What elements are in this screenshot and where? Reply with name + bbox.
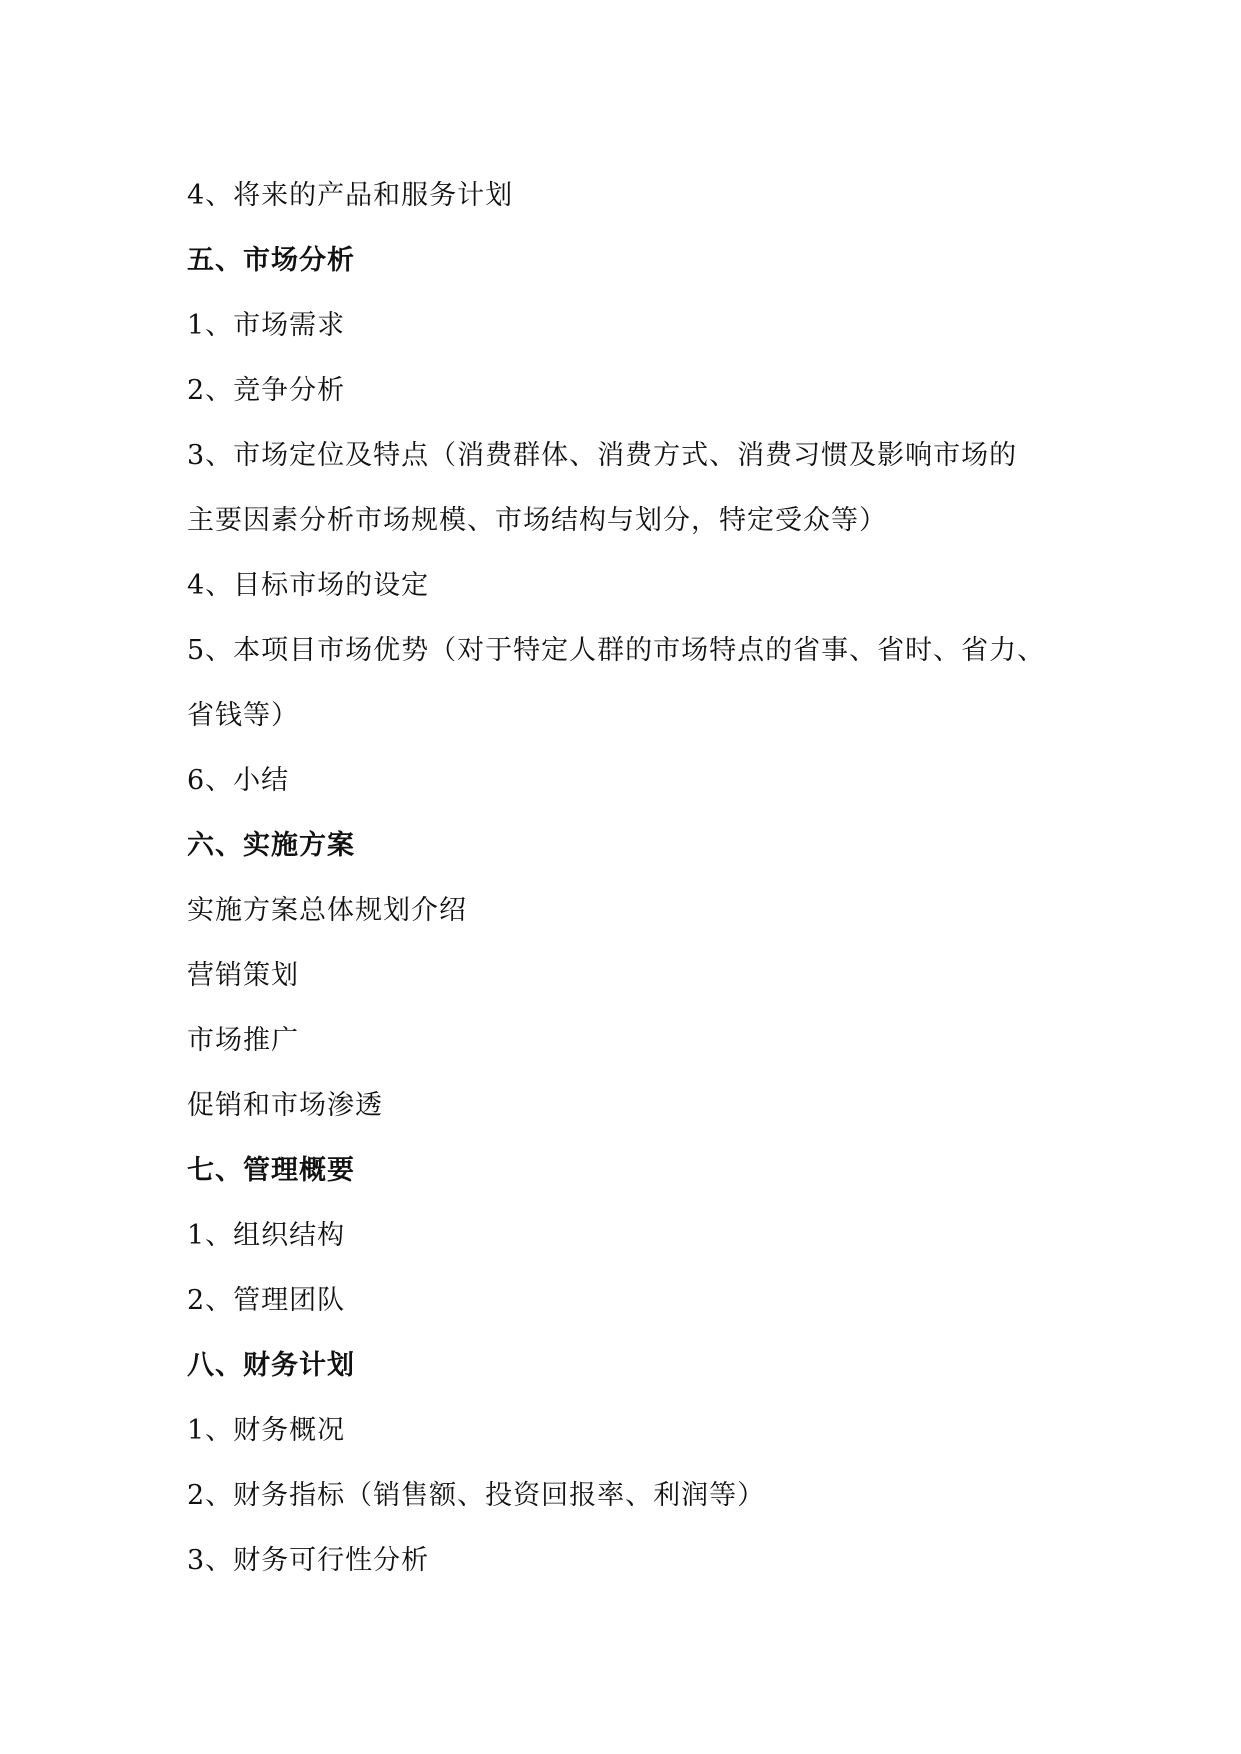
section-heading: 八、财务计划	[187, 1350, 355, 1381]
section-heading: 七、管理概要	[187, 1155, 355, 1186]
text-line: 3、财务可行性分析	[187, 1545, 430, 1576]
text-line: 5、本项目市场优势（对于特定人群的市场特点的省事、省时、省力、	[187, 635, 1046, 666]
text-line: 4、目标市场的设定	[187, 570, 430, 601]
section-heading: 五、市场分析	[187, 245, 355, 276]
text-line: 促销和市场渗透	[187, 1090, 383, 1121]
text-line: 4、将来的产品和服务计划	[187, 180, 514, 211]
text-line: 2、竞争分析	[187, 375, 346, 406]
text-line: 1、财务概况	[187, 1415, 346, 1446]
text-line: 主要因素分析市场规模、市场结构与划分，特定受众等）	[187, 505, 887, 536]
text-line: 实施方案总体规划介绍	[187, 895, 467, 926]
section-heading: 六、实施方案	[187, 830, 355, 861]
text-line: 2、管理团队	[187, 1285, 346, 1316]
document-body	[187, 160, 1087, 1590]
text-line: 2、财务指标（销售额、投资回报率、利润等）	[187, 1480, 766, 1511]
text-line: 市场推广	[187, 1025, 299, 1056]
text-line: 营销策划	[187, 960, 299, 991]
text-line: 1、市场需求	[187, 310, 346, 341]
text-line: 1、组织结构	[187, 1220, 346, 1251]
text-line: 省钱等）	[187, 700, 299, 731]
text-line: 3、市场定位及特点（消费群体、消费方式、消费习惯及影响市场的	[187, 440, 1018, 471]
text-line: 6、小结	[187, 765, 290, 796]
